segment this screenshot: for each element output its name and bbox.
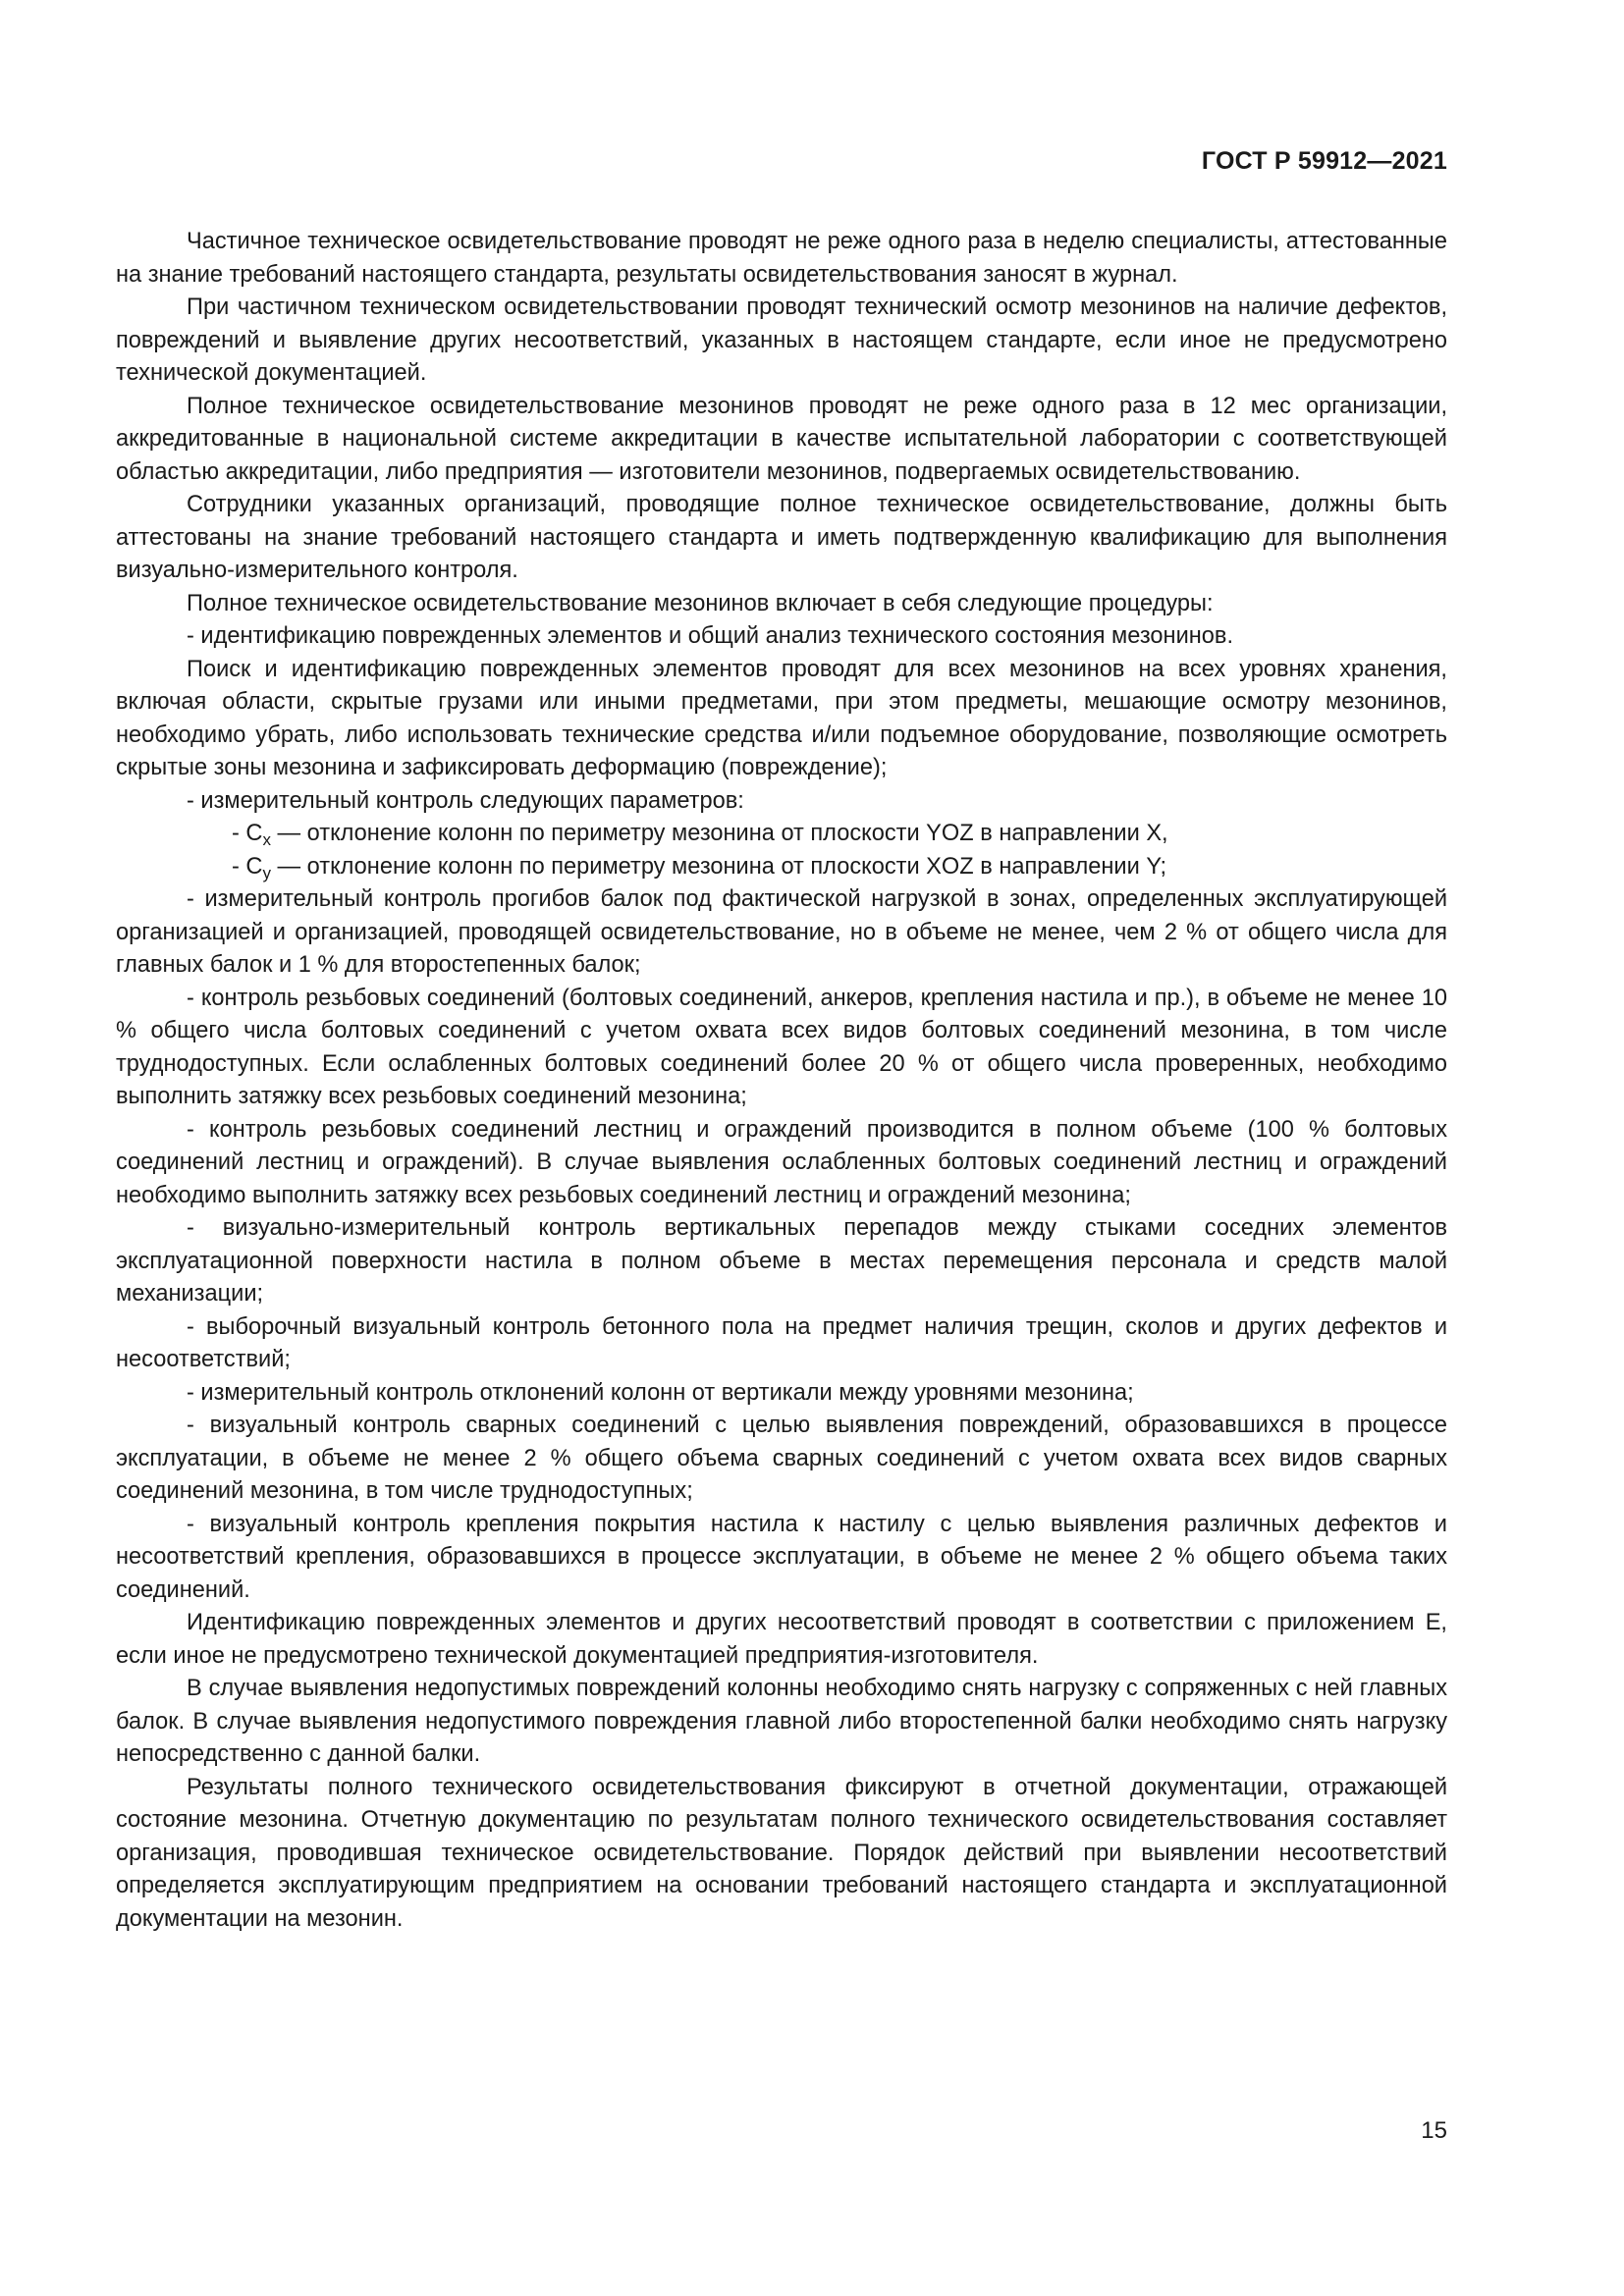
- paragraph: - контроль резьбовых соединений лестниц и ограждений производится в полном объеме (100 % болтовых соединений лестниц и ограждений). В случае выявления ослабленных болтовых соединений лестниц и ограждений необходимо выполнить затяжку всех резьбовых соединений лестниц и ограждений мезонина;: [116, 1116, 1447, 1208]
- paragraph: - визуальный контроль крепления покрытия настила к настилу с целью выявления различных дефектов и несоответствий крепления, образовавшихся в процессе эксплуатации, в объеме не менее 2 % общего объема таких соединений.: [116, 1511, 1447, 1603]
- sub-item-subscript: y: [262, 863, 271, 882]
- sub-list-item: [116, 818, 1447, 851]
- paragraph: - визуально-измерительный контроль вертикальных перепадов между стыками соседних элементов эксплуатационной поверхности настила в полном объеме в местах перемещения персонала и средств малой механизации;: [116, 1215, 1447, 1307]
- document-code: ГОСТ Р 59912—2021: [1201, 147, 1447, 175]
- paragraph: Поиск и идентификацию поврежденных элементов проводят для всех мезонинов на всех уровнях хранения, включая области, скрытые грузами или иными предметами, при этом предметы, мешающие осмотру мезонинов, необходимо убрать, либо использовать технические средства и/или подъемное оборудование, позволяющие осмотреть скрытые зоны мезонина и зафиксировать деформацию (повреждение);: [116, 656, 1447, 780]
- paragraph: - измерительный контроль отклонений колонн от вертикали между уровнями мезонина;: [187, 1379, 1134, 1406]
- sub-item-prefix: - C: [232, 853, 263, 880]
- paragraph: Полное техническое освидетельствование мезонинов проводят не реже одного раза в 12 мес организации, аккредитованные в национальной системе аккредитации в качестве испытательной лаборатории с соответствующей областью аккредитации, либо предприятия — изготовители мезонинов, подвергаемых освидетельствованию.: [116, 393, 1447, 485]
- document-body: [116, 226, 1447, 1936]
- paragraph: - визуальный контроль сварных соединений с целью выявления повреждений, образовавшихся в процессе эксплуатации, в объеме не менее 2 % общего объема сварных соединений с учетом охвата всех видов сварных соединений мезонина, в том числе труднодоступных;: [116, 1413, 1447, 1504]
- paragraph: - измерительный контроль следующих параметров:: [187, 787, 744, 814]
- paragraph: - измерительный контроль прогибов балок под фактической нагрузкой в зонах, определенных эксплуатирующей организацией и организацией, проводящей освидетельствование, но в объеме не менее, чем 2 % от общего числа для главных балок и 1 % для второстепенных балок;: [116, 886, 1447, 978]
- paragraph: Сотрудники указанных организаций, проводящие полное техническое освидетельствование, должны быть аттестованы на знание требований настоящего стандарта и иметь подтвержденную квалификацию для выполнения визуально-измерительного контроля.: [116, 492, 1447, 583]
- sub-item-text: — отклонение колонн по периметру мезонина от плоскости YOZ в направлении X,: [270, 821, 1168, 846]
- paragraph: Результаты полного технического освидетельствования фиксируют в отчетной документации, отражающей состояние мезонина. Отчетную документацию по результатам полного технического освидетельствования составляет организация, проводившая техническое освидетельствование. Порядок действий при выявлении несоответствий определяется эксплуатирующим предприятием на основании требований настоящего стандарта и эксплуатационной документации на мезонин.: [116, 1774, 1447, 1932]
- sub-item-prefix: - C: [232, 821, 263, 846]
- paragraph: Частичное техническое освидетельствование проводят не реже одного раза в неделю специалисты, аттестованные на знание требований настоящего стандарта, результаты освидетельствования заносят в журнал.: [116, 229, 1447, 288]
- sub-item-text: — отклонение колонн по периметру мезонина от плоскости XOZ в направлении Y;: [270, 853, 1167, 880]
- paragraph: При частичном техническом освидетельствовании проводят технический осмотр мезонинов на наличие дефектов, повреждений и выявление других несоответствий, указанных в настоящем стандарте, если иное не предусмотрено технической документацией.: [116, 294, 1447, 386]
- paragraph: - контроль резьбовых соединений (болтовых соединений, анкеров, крепления настила и пр.), в объеме не менее 10 % общего числа болтовых соединений с учетом охвата всех видов болтовых соединений мезонина, в том числе труднодоступных. Если ослабленных болтовых соединений более 20 % от общего числа проверенных, необходимо выполнить затяжку всех резьбовых соединений мезонина;: [116, 985, 1447, 1109]
- sub-item-subscript: x: [262, 830, 271, 849]
- paragraph: В случае выявления недопустимых повреждений колонны необходимо снять нагрузку с сопряженных с ней главных балок. В случае выявления недопустимого повреждения главной либо второстепенной балки необходимо снять нагрузку непосредственно с данной балки.: [116, 1676, 1447, 1767]
- paragraph: - выборочный визуальный контроль бетонного пола на предмет наличия трещин, сколов и других дефектов и несоответствий;: [116, 1313, 1447, 1372]
- page-number: 15: [1421, 2117, 1447, 2144]
- paragraph: Идентификацию поврежденных элементов и других несоответствий проводят в соответствии с приложением Е, если иное не предусмотрено технической документацией предприятия-изготовителя.: [116, 1610, 1447, 1669]
- paragraph: Полное техническое освидетельствование мезонинов включает в себя следующие процедуры:: [187, 590, 1214, 616]
- sub-list-item: [116, 851, 1447, 884]
- paragraph: - идентификацию поврежденных элементов и общий анализ технического состояния мезонинов.: [187, 623, 1234, 649]
